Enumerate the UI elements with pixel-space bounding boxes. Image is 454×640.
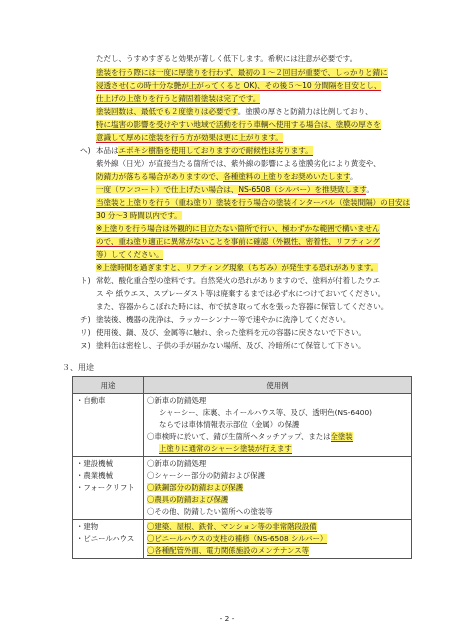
example-cell <box>144 394 412 457</box>
category-label: ・フォークリフト <box>76 483 135 492</box>
usage-table <box>72 376 412 559</box>
page-number: - 2 - <box>219 614 235 623</box>
text-line: ので、重ね塗り適正に異常がないことを事前に確認（外観性、密着性、リフティング <box>96 237 380 246</box>
example-cell <box>144 520 412 559</box>
table-row <box>73 520 412 559</box>
example-line: 〇各種配管外面、電力関係施設のメンテナンス等 <box>147 546 310 555</box>
text-line: ただし、うすめすぎると効果が著しく低下します。希釈には注意が必要です。 <box>96 54 358 63</box>
item-marker: ト) <box>80 276 91 285</box>
text-line: 特に塩害の影響を受けやすい地域で活動を行う車輌へ使用する場合は、塗膜の厚さを <box>96 120 381 129</box>
example-line: 〇その他、防錆したい箇所への塗装等 <box>147 507 273 516</box>
text-line: 本品はエポキシ樹脂を使用しておりますので耐候性は劣ります。 <box>96 146 313 155</box>
text-line: 仕上げの上塗りを行うと錆固着塗装は完了です。 <box>96 94 261 103</box>
category-label: ・ビニールハウス <box>76 534 135 543</box>
text-line: 使用後、鍋、及び、金属等に触れ、余った塗料を元の容器に戻さないで下さい。 <box>96 328 366 337</box>
category-label: ・建物 <box>76 522 99 531</box>
example-line: 〇車検時に於いて、錆び生箇所へタッチアップ、または全塗装 <box>147 432 353 441</box>
text-line: 浸透させ(この時十分な艶が上がってくると OK)、その後５～10 分間隔を目安とし、 <box>96 81 382 90</box>
table-row <box>73 394 412 457</box>
text-line: ※上塗りを行う場合は外観的に目立たない箇所で行い、極わずかな範囲で構いません <box>96 224 380 233</box>
header-example: 使用例 <box>144 377 412 394</box>
text-line: 等）してください。 <box>96 250 164 259</box>
category-cell <box>73 394 144 457</box>
example-line: 〇新車の防錆処理 <box>147 459 207 468</box>
text-line: 意識して厚めに塗装を行う方が効果は更に上がります。 <box>96 133 283 142</box>
text-line: また、容器からこぼれた時には、布で拭き取って水を張った容器に保管してください。 <box>96 302 389 311</box>
item-marker: へ) <box>80 146 91 155</box>
example-line: シャーシー、床裏、ホイールハウス等、及び、透明色(NS-6400) <box>159 408 373 417</box>
header-use: 用途 <box>73 377 144 394</box>
example-line: 〇建築、屋根、鉄骨、マンション等の非常階段設備 <box>147 522 317 531</box>
text-line: 塗装回数は、最低でも２度塗りは必要です。塗膜の厚さと防錆力は比例しており、 <box>96 107 373 116</box>
text-line: 当塗装と上塗りを行う（重ね塗り）塗装を行う場合の塗装インターバル（塗装間隔）の目安は <box>96 198 411 207</box>
text-line: 一度（ワンコート）で仕上げたい場合は、NS-6508（シルバー）を推奨致します。 <box>96 185 374 194</box>
text-line: ※上塗時間を過ぎますと、リフティング現象（ちぢみ）が発生する恐れがあります。 <box>96 263 379 272</box>
text-line: ス や 紙ウエス、スプレーダスト等は廃棄するまでは必ず水につけておいてください。 <box>96 289 386 298</box>
category-label: ・農業機械 <box>76 471 113 480</box>
text-line: 塗装後、機器の洗浄は、ラッカーシンナー等で速やかに洗浄してください。 <box>96 315 351 324</box>
text-line: 紫外線（日光）が直接当たる箇所では、紫外線の影響による塗膜劣化により黄変や、 <box>96 159 381 168</box>
text-line: 防錆力が落ちる場合がありますので、各種塗料の上塗りをお奨めいたします。 <box>96 172 358 181</box>
category-label: ・建設機械 <box>76 459 113 468</box>
example-line: 〇新車の防錆処理 <box>147 396 207 405</box>
item-marker: チ) <box>80 315 91 324</box>
example-line: 上塗りに通常のシャーシ塗装が行えます <box>159 444 292 453</box>
text-line: 常乾、酸化重合型の塗料です。自然発火の恐れがありますので、塗料が付着したウエ <box>96 276 380 285</box>
item-marker: ヌ) <box>80 341 91 350</box>
text-line: 塗料缶は密栓し、子供の手が届かない場所、及び、冷暗所にて保管して下さい。 <box>96 341 366 350</box>
category-cell <box>73 520 144 559</box>
category-label: ・自動車 <box>76 396 106 405</box>
example-cell <box>144 457 412 520</box>
example-line: 〇シャーシー部分の防錆および保護 <box>147 471 265 480</box>
table-row <box>73 457 412 520</box>
example-line: 〇鉄鋼部分の防錆および保護 <box>147 483 244 492</box>
example-line: 〇農具の防錆および保護 <box>147 495 229 504</box>
table-header-row <box>73 377 412 394</box>
section-title: ３、用途 <box>62 363 94 372</box>
example-line: 〇ビニールハウスの支柱の補修（NS-6508 シルバー） <box>147 534 328 543</box>
item-marker: リ) <box>80 328 91 337</box>
text-line: 30 分～3 時間以内です。 <box>96 211 182 220</box>
category-cell <box>73 457 144 520</box>
example-line: ならでは車体情報表示部位（金属）の保護 <box>159 420 300 429</box>
text-line: 塗装を行う際には一度に厚塗りを行わず、最初の１～２回目が重要で、しっかりと錆に <box>96 68 388 77</box>
